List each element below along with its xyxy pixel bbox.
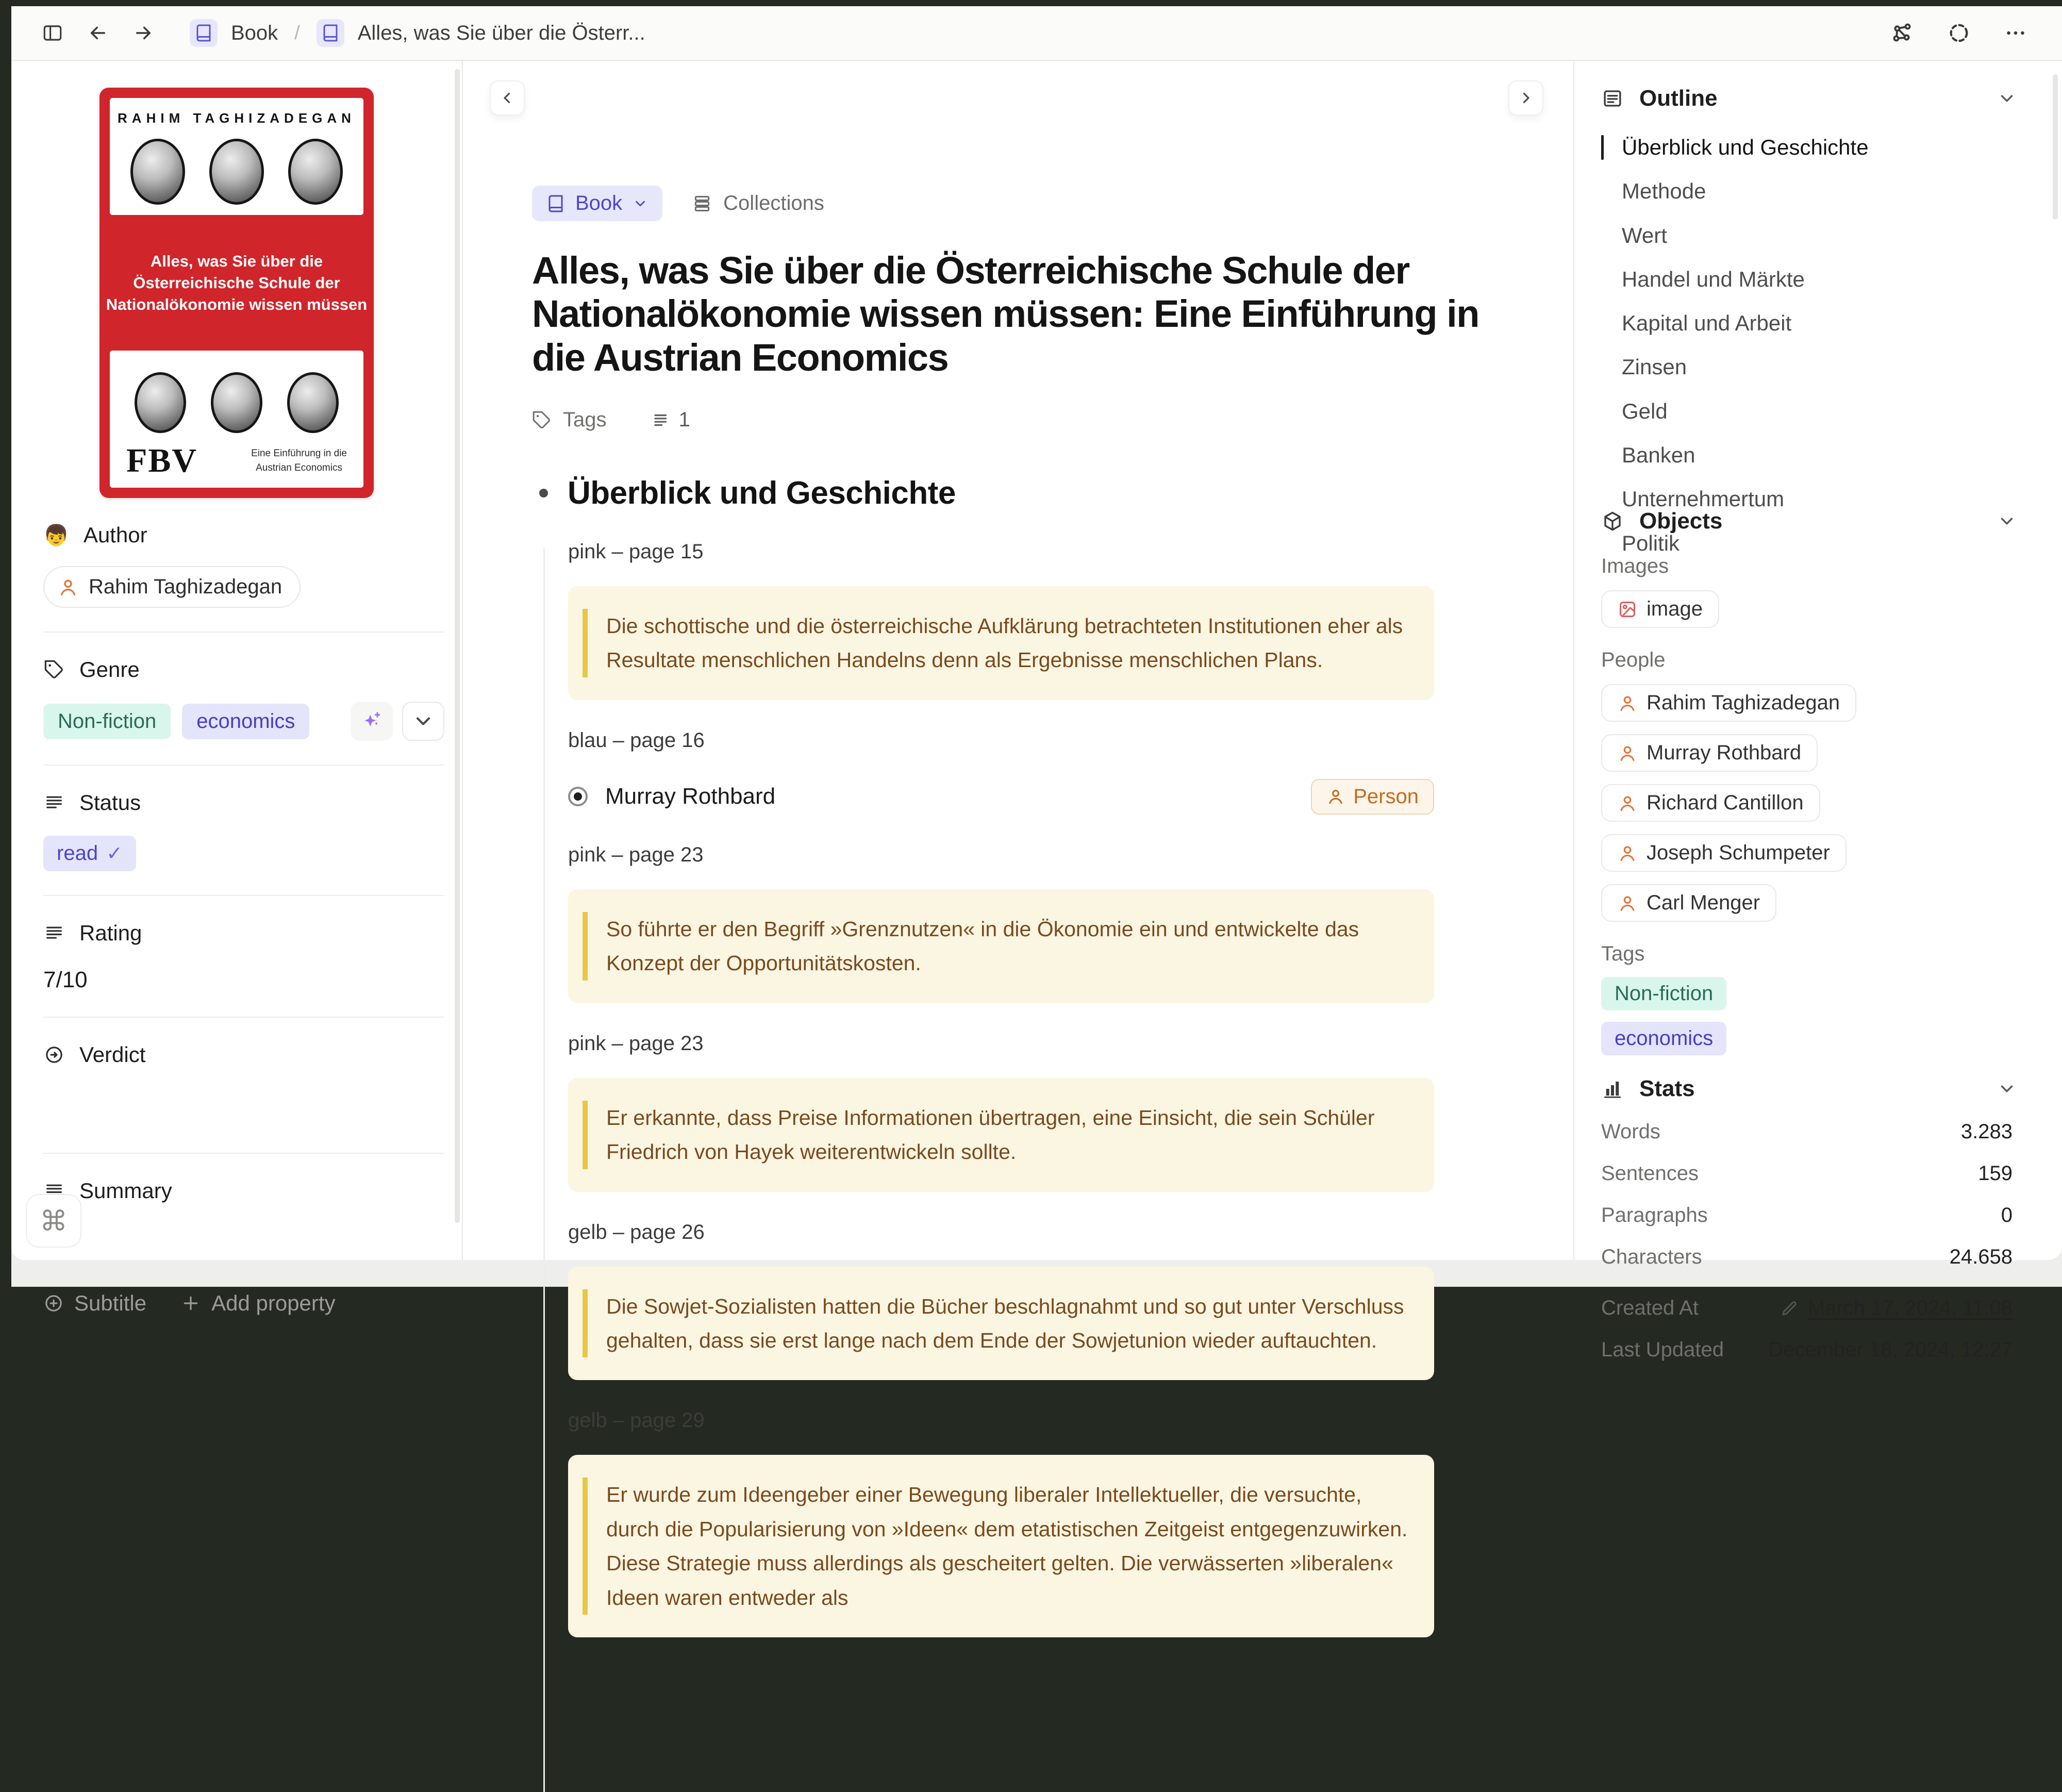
outline-item[interactable] (1622, 531, 2062, 556)
collections-label: Collections (723, 192, 824, 214)
breadcrumb (190, 19, 645, 47)
tag-nonfiction[interactable]: Non-fiction (1601, 977, 1726, 1010)
image-icon (1618, 600, 1637, 619)
divider (43, 1153, 444, 1154)
outline-icon (1601, 87, 1624, 110)
summary-label-text: Summary (79, 1179, 172, 1203)
check-icon: ✓ (106, 843, 123, 865)
topbar-actions (1889, 20, 2029, 46)
stat-label: Characters (1601, 1246, 1702, 1268)
command-menu-button[interactable] (26, 1194, 81, 1248)
next-page-button[interactable] (1508, 80, 1543, 115)
stat-label: Paragraphs (1601, 1204, 1708, 1226)
people-group-label: People (1601, 649, 1666, 671)
breadcrumb-root[interactable]: Book (231, 21, 278, 44)
cover-title-line: Nationalökonomie wissen müssen (106, 295, 368, 313)
last-updated-label: Last Updated (1601, 1338, 1724, 1361)
created-at-label: Created At (1601, 1297, 1699, 1319)
tag-economics[interactable]: economics (1601, 1022, 1726, 1055)
book-icon[interactable] (317, 19, 344, 47)
stats-section-header[interactable] (1601, 1076, 2062, 1102)
highlight-label[interactable]: gelb – page 29 (568, 1409, 705, 1432)
graph-view-icon[interactable] (1889, 20, 1916, 46)
portrait (211, 372, 262, 433)
genre-expand-button[interactable] (402, 702, 444, 741)
object-type-pill[interactable] (532, 186, 662, 221)
list-icon (651, 410, 671, 430)
outline-title: Outline (1639, 86, 1718, 111)
stat-row (1601, 1204, 2062, 1227)
status-value-pill[interactable] (43, 836, 136, 871)
stats-title: Stats (1639, 1076, 1695, 1101)
stats-section (1601, 1055, 2062, 1381)
outline-item-label: Handel und Märkte (1622, 267, 1805, 291)
created-at-value: March 17, 2024, 11:08 (1807, 1297, 2013, 1319)
images-group-label: Images (1601, 555, 1669, 577)
radio-bullet-icon (568, 787, 588, 806)
highlight-quote-text: Er erkannte, dass Preise Informationen übertragen, eine Einsicht, die sein Schüler Friedrich von Hayek weiterentwickeln sollte. (583, 1101, 1409, 1169)
breadcrumb-separator: / (294, 22, 300, 44)
text-lines-icon (43, 792, 65, 814)
sidebar-scrollbar[interactable] (455, 69, 460, 1223)
page-title[interactable]: Alles, was Sie über die Österreichische Schule der Nationalökonomie wissen müssen: Eine Einführung in die Austrian Economics (532, 249, 1479, 379)
rating-property-label (43, 921, 444, 945)
chevron-down-icon[interactable] (1997, 89, 2017, 108)
person-icon (1618, 693, 1637, 713)
cover-subtitle-line: Eine Einführung in die (251, 448, 347, 459)
section-body (568, 540, 1524, 1637)
cover-author-name: RAHIM TAGHIZADEGAN (118, 110, 356, 126)
outline-item-label: Geld (1622, 399, 1668, 423)
person-object-pill[interactable] (1601, 884, 1776, 922)
stat-value: 3.283 (1960, 1120, 2013, 1143)
outline-item[interactable] (1622, 267, 2062, 292)
stat-value: 24.658 (1949, 1246, 2013, 1268)
highlight-quote-text: Er wurde zum Ideengeber einer Bewegung liberaler Intellektueller, die versuchte, durch die Popularisierung von »Ideen« dem etatistischen Zeitgeist entgegenzuwirken. Diese Strategie muss allerdings als gescheitert gelten. Die verwässerten »liberalen« Ideen waren entweder als (583, 1478, 1409, 1615)
genre-tag-nonfiction[interactable]: Non-fiction (43, 704, 171, 739)
chevron-down-icon[interactable] (1997, 511, 2017, 531)
rating-value[interactable]: 7/10 (43, 967, 88, 992)
person-pill-label: Richard Cantillon (1647, 791, 1804, 814)
chevron-down-icon[interactable] (1997, 1079, 2017, 1099)
image-object-pill[interactable] (1601, 590, 1719, 628)
genre-tag-economics[interactable]: economics (182, 704, 309, 739)
highlight-quote-block[interactable] (568, 1267, 1434, 1381)
highlight-entry (568, 1409, 1524, 1637)
verdict-empty-area[interactable] (43, 1067, 444, 1129)
person-object-pill[interactable] (1601, 684, 1856, 722)
person-mention-name[interactable]: Murray Rothbard (605, 784, 776, 809)
left-sidebar (11, 61, 463, 1315)
stat-row (1601, 1120, 2062, 1143)
cover-portraits-bottom (121, 360, 352, 435)
outline-item-label: Banken (1622, 443, 1695, 468)
highlight-quote-block[interactable] (568, 889, 1434, 1003)
outline-item-label: Methode (1622, 179, 1706, 204)
add-property-button[interactable] (180, 1291, 335, 1316)
summary-property-label (43, 1179, 444, 1203)
outline-item[interactable] (1622, 135, 2062, 160)
previous-page-button[interactable] (490, 80, 525, 115)
pencil-icon (1780, 1299, 1799, 1318)
portrait (135, 372, 186, 433)
image-pill-label: image (1647, 598, 1703, 620)
portrait (288, 139, 343, 205)
divider (43, 765, 444, 766)
genre-label-text: Genre (79, 657, 140, 682)
divider (43, 632, 444, 633)
highlight-quote-text: So führte er den Begriff »Grenznutzen« in die Ökonomie ein und entwickelte das Konzept der Opportunitätskosten. (583, 912, 1409, 981)
right-sidebar-scrollbar[interactable] (2053, 74, 2058, 220)
cover-subtitle-line: Austrian Economics (256, 462, 342, 473)
verdict-property-label (43, 1042, 444, 1067)
last-updated-row (1601, 1338, 2062, 1362)
cover-title (106, 215, 368, 351)
highlight-quote-text: Die Sowjet-Sozialisten hatten die Bücher beschlagnahmt und so gut unter Verschluss gehalten, dass sie erst lange nach dem Ende der Sowjetunion wieder auftauchten. (583, 1289, 1409, 1358)
cover-portraits-top (117, 126, 356, 207)
last-updated-value: December 18, 2024, 12:27 (1768, 1338, 2013, 1361)
add-subtitle-label: Subtitle (74, 1291, 147, 1315)
outline-item-label: Unternehmertum (1622, 487, 1785, 511)
created-at-row (1601, 1297, 2062, 1320)
cover-title-line: Alles, was Sie über die (150, 252, 323, 270)
objects-section-header[interactable] (1601, 508, 2062, 534)
outline-item[interactable] (1622, 223, 2062, 248)
stat-value: 159 (1978, 1162, 2013, 1185)
highlight-label[interactable]: blau – page 16 (568, 728, 705, 752)
highlight-quote-block[interactable] (568, 586, 1434, 700)
person-badge-label: Person (1353, 785, 1419, 808)
book-cover[interactable] (99, 88, 374, 498)
verdict-label-text: Verdict (79, 1042, 146, 1067)
text-lines-icon (43, 922, 65, 944)
outline-item-label: Politik (1622, 530, 1680, 555)
app-window (11, 6, 2062, 1610)
person-mention-row[interactable] (568, 779, 1434, 815)
person-pill-row (1601, 784, 2062, 822)
tags-label[interactable]: Tags (563, 408, 607, 432)
person-pill-label: Joseph Schumpeter (1647, 841, 1830, 864)
outline-section-header[interactable] (1601, 86, 2062, 111)
tag-icon (43, 659, 65, 681)
person-pill-row (1601, 734, 2062, 772)
book-cover-art (99, 88, 374, 498)
cube-icon (1601, 510, 1624, 533)
highlight-entry (568, 1032, 1524, 1192)
main-content (463, 61, 1574, 1610)
highlight-label[interactable]: pink – page 15 (568, 540, 704, 563)
publisher-logo: FBV (126, 442, 197, 479)
person-emoji-icon: 👦 (43, 524, 69, 547)
highlight-quote-block[interactable] (568, 1078, 1434, 1192)
section-heading[interactable]: Überblick und Geschichte (568, 475, 956, 511)
highlight-entry (568, 1221, 1524, 1381)
person-type-badge[interactable] (1311, 779, 1434, 815)
dashed-circle-icon[interactable] (1945, 20, 1972, 46)
divider (43, 1017, 444, 1018)
outline-item-label: Kapital und Arbeit (1622, 311, 1792, 336)
person-icon (1618, 743, 1637, 763)
highlight-quote-text: Die schottische und die österreichische Aufklärung betrachteten Institutionen eher als Resultate menschlichen Handelns denn als Ergebnisse menschlichen Plans. (583, 609, 1409, 677)
author-value-pill[interactable] (43, 566, 301, 608)
stat-label: Sentences (1601, 1162, 1699, 1185)
highlight-label[interactable]: pink – page 23 (568, 1032, 704, 1055)
cover-subtitle (251, 446, 347, 475)
book-icon[interactable] (190, 19, 218, 47)
outline-item[interactable] (1622, 311, 2062, 336)
people-list (1601, 672, 2062, 922)
top-bar (11, 6, 2062, 61)
outline-item[interactable] (1622, 179, 2062, 204)
status-property-label (43, 790, 444, 815)
cover-title-line: Österreichische Schule der (133, 273, 340, 292)
highlight-entry (568, 729, 1524, 815)
add-subtitle-button[interactable] (43, 1291, 146, 1316)
genre-property-label (43, 657, 444, 682)
portrait (130, 139, 185, 205)
person-pill-row (1601, 834, 2062, 872)
right-sidebar (1574, 61, 2062, 1361)
arrow-circle-icon (43, 1044, 65, 1066)
highlight-label[interactable]: pink – page 23 (568, 843, 704, 866)
outline-item[interactable] (1622, 487, 2062, 511)
tags-count-value: 1 (678, 408, 690, 432)
person-pill-row (1601, 684, 2062, 722)
person-pill-label: Murray Rothbard (1647, 741, 1802, 764)
highlight-entry (568, 540, 1524, 700)
cover-top-panel (110, 98, 363, 215)
outline-item[interactable] (1622, 355, 2062, 379)
stat-label: Words (1601, 1120, 1660, 1143)
stats-rows (1601, 1120, 2062, 1269)
command-icon: ⌘ (40, 1205, 68, 1237)
author-name: Rahim Taghizadegan (89, 575, 282, 598)
sidebar-toggle-icon[interactable] (39, 20, 66, 46)
rating-label-text: Rating (79, 921, 142, 945)
outline-item-label: Zinsen (1622, 355, 1687, 379)
person-object-pill[interactable] (1601, 784, 1820, 822)
status-value: read (57, 842, 98, 865)
highlight-quote-block[interactable] (568, 1455, 1434, 1637)
portrait (287, 372, 339, 433)
heading-bullet[interactable] (539, 489, 548, 497)
author-property-label (43, 523, 444, 547)
outline-item-label: Wert (1622, 223, 1667, 247)
status-label-text: Status (79, 790, 141, 815)
person-icon (1618, 843, 1637, 863)
forward-arrow-icon[interactable] (130, 20, 157, 46)
more-options-icon[interactable] (2002, 20, 2029, 46)
tag-icon (532, 410, 552, 430)
portrait (209, 139, 264, 205)
author-label-text: Author (83, 523, 147, 547)
stat-value: 0 (2001, 1204, 2013, 1226)
breadcrumb-current[interactable]: Alles, was Sie über die Österr... (357, 21, 645, 44)
highlight-label[interactable]: gelb – page 26 (568, 1220, 705, 1243)
person-object-pill[interactable] (1601, 834, 1847, 872)
add-property-label: Add property (211, 1291, 336, 1315)
back-arrow-icon[interactable] (85, 20, 111, 46)
bar-chart-icon (1601, 1077, 1624, 1100)
tags-count[interactable] (651, 408, 690, 432)
created-at-value-link[interactable] (1780, 1297, 2013, 1320)
stat-row (1601, 1162, 2062, 1185)
ai-sparkles-button[interactable] (351, 702, 393, 741)
person-object-pill[interactable] (1601, 734, 1818, 772)
cover-bottom-panel (110, 351, 363, 488)
outline-item[interactable] (1622, 443, 2062, 468)
outline-item-label: Überblick und Geschichte (1622, 135, 1869, 159)
person-pill-row (1601, 884, 2062, 922)
person-icon (1618, 893, 1637, 913)
outline-item[interactable] (1622, 399, 2062, 424)
divider (43, 895, 444, 896)
person-icon (1326, 787, 1345, 806)
person-icon (1618, 793, 1637, 813)
stat-row (1601, 1246, 2062, 1269)
highlight-entry (568, 843, 1524, 1003)
object-type-label: Book (575, 192, 623, 214)
objects-title: Objects (1639, 508, 1723, 534)
person-pill-label: Rahim Taghizadegan (1647, 691, 1840, 714)
person-icon (58, 577, 78, 598)
tags-group-label: Tags (1601, 942, 1645, 965)
person-pill-label: Carl Menger (1647, 891, 1760, 914)
collections-button[interactable] (692, 192, 824, 215)
